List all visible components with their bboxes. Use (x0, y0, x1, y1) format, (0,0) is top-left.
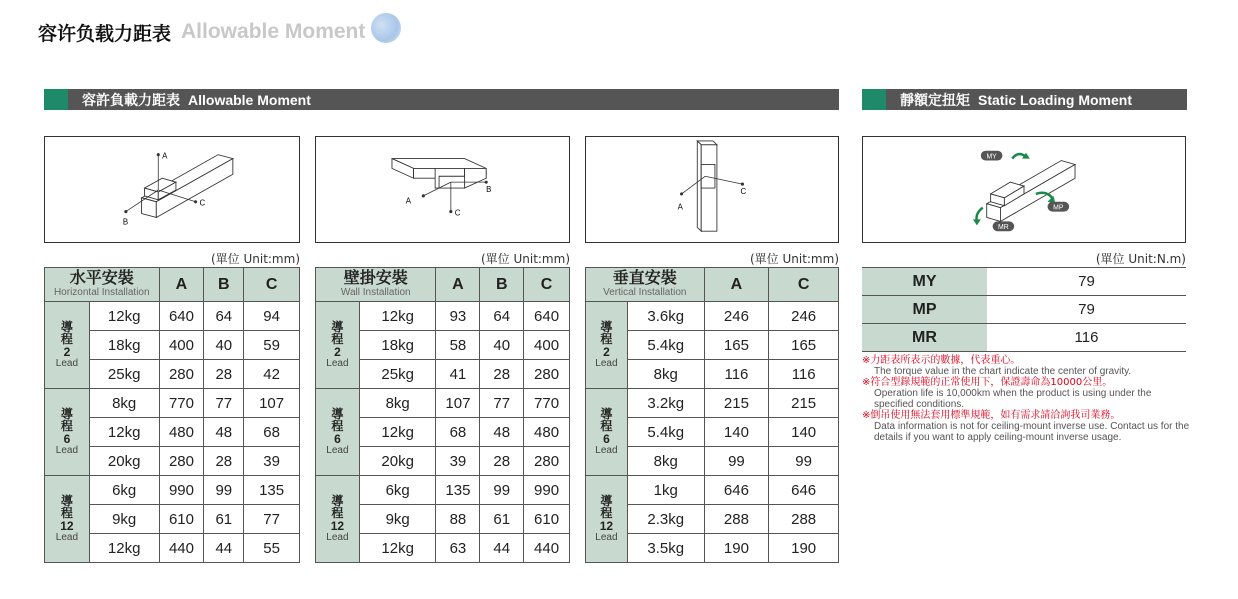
value-cell: 107 (436, 389, 480, 418)
lead-char: 程 (60, 332, 73, 347)
value-cell: 140 (704, 418, 769, 447)
moment-value: 79 (987, 268, 1186, 296)
load-cell: 3.6kg (627, 302, 704, 331)
notes (862, 355, 1192, 443)
value-cell: 48 (204, 418, 244, 447)
lead-number: 12 (599, 519, 614, 534)
table-header (45, 268, 300, 302)
load-cell: 2.3kg (627, 505, 704, 534)
value-cell: 61 (204, 505, 244, 534)
value-cell: 280 (159, 360, 204, 389)
value-cell: 215 (769, 389, 839, 418)
value-cell: 646 (769, 476, 839, 505)
static-moment-diagram (862, 136, 1186, 243)
value-cell: 280 (524, 447, 570, 476)
section-title-en: Allowable Moment (188, 91, 311, 108)
install-header (586, 268, 705, 302)
column-header-a: A (159, 268, 204, 302)
page-title-zh: 容许负载力距表 (38, 22, 172, 45)
load-cell: 12kg (89, 534, 159, 563)
value-cell: 58 (436, 331, 480, 360)
value-cell: 28 (480, 360, 524, 389)
vertical-installation-diagram (585, 136, 839, 243)
moment-row (862, 268, 1186, 296)
lead-char: 導 (331, 493, 344, 508)
lead-cell (45, 476, 90, 563)
load-cell: 18kg (89, 331, 159, 360)
load-cell: 12kg (359, 534, 436, 563)
moment-row (862, 296, 1186, 324)
column-header-b: B (204, 268, 244, 302)
lead-char: 導 (60, 319, 73, 334)
table-header (586, 268, 839, 302)
decorative-circle-icon (371, 13, 401, 43)
value-cell: 116 (769, 360, 839, 389)
value-cell: 280 (524, 360, 570, 389)
label-c: C (740, 186, 747, 196)
value-cell: 280 (159, 447, 204, 476)
lead-char: 導 (331, 406, 344, 421)
allowable-moment-header (44, 89, 839, 110)
value-cell: 640 (159, 302, 204, 331)
load-cell: 6kg (89, 476, 159, 505)
value-cell: 140 (769, 418, 839, 447)
lead-char: 程 (600, 506, 613, 521)
value-cell: 48 (480, 418, 524, 447)
value-cell: 99 (204, 476, 244, 505)
lead-en: Lead (55, 444, 79, 456)
load-cell: 8kg (89, 389, 159, 418)
table-row (586, 302, 839, 331)
lead-char: 程 (600, 332, 613, 347)
value-cell: 646 (704, 476, 769, 505)
value-cell: 135 (244, 476, 300, 505)
load-cell: 8kg (627, 447, 704, 476)
load-cell: 12kg (89, 418, 159, 447)
lead-en: Lead (55, 357, 79, 369)
value-cell: 288 (704, 505, 769, 534)
load-cell: 5.4kg (627, 418, 704, 447)
value-cell: 68 (244, 418, 300, 447)
value-cell: 68 (436, 418, 480, 447)
lead-number: 12 (60, 519, 74, 534)
value-cell: 61 (480, 505, 524, 534)
value-cell: 135 (436, 476, 480, 505)
value-cell: 63 (436, 534, 480, 563)
install-label-zh: 壁掛安裝 (343, 270, 408, 287)
unit-label: (單位 Unit:mm) (749, 252, 839, 266)
value-cell: 93 (436, 302, 480, 331)
page-title-en: Allowable Moment (181, 20, 366, 43)
load-cell: 3.5kg (627, 534, 704, 563)
install-label-en: Wall Installation (340, 287, 411, 298)
vertical-actuator-illustration (586, 137, 838, 242)
value-cell: 990 (524, 476, 570, 505)
load-cell: 8kg (627, 360, 704, 389)
load-cell: 20kg (89, 447, 159, 476)
wall-moment-table (315, 267, 570, 563)
value-cell: 165 (704, 331, 769, 360)
load-cell: 12kg (89, 302, 159, 331)
value-cell: 99 (480, 476, 524, 505)
header-row (586, 268, 839, 302)
table-row (45, 476, 300, 505)
lead-en: Lead (326, 444, 349, 456)
section-title-zh: 靜額定扭矩 (900, 92, 970, 109)
label-c: C (199, 198, 206, 208)
lead-cell (586, 389, 628, 476)
value-cell: 64 (480, 302, 524, 331)
load-cell: 25kg (359, 360, 436, 389)
lead-number: 2 (334, 345, 341, 360)
lead-char: 程 (600, 419, 613, 434)
horizontal-actuator-illustration (45, 137, 299, 242)
label-a: A (677, 202, 683, 212)
lead-number: 2 (603, 345, 610, 360)
value-cell: 400 (524, 331, 570, 360)
label-mr: MR (998, 224, 1009, 232)
lead-cell (316, 389, 360, 476)
load-cell: 8kg (359, 389, 436, 418)
value-cell: 44 (480, 534, 524, 563)
lead-char: 導 (600, 319, 613, 334)
lead-cell (45, 389, 90, 476)
value-cell: 116 (704, 360, 769, 389)
value-cell: 88 (436, 505, 480, 534)
lead-number: 6 (603, 432, 610, 447)
section-title-zh: 容許負載力距表 (82, 92, 180, 109)
lead-cell (586, 302, 628, 389)
page-title (38, 18, 401, 46)
value-cell: 440 (159, 534, 204, 563)
load-cell: 18kg (359, 331, 436, 360)
value-cell: 40 (480, 331, 524, 360)
value-cell: 246 (769, 302, 839, 331)
moment-row (862, 324, 1186, 352)
moment-value: 79 (987, 296, 1186, 324)
label-my: MY (986, 153, 997, 161)
lead-en: Lead (326, 357, 349, 369)
load-cell: 1kg (627, 476, 704, 505)
unit-label: (單位 Unit:mm) (210, 252, 300, 266)
lead-cell (586, 476, 628, 563)
value-cell: 610 (159, 505, 204, 534)
note-gray: Operation life is 10,000km when the product is using under the specified conditions. (874, 388, 1152, 410)
lead-en: Lead (595, 444, 618, 456)
wall-installation-diagram (315, 136, 570, 243)
value-cell: 190 (769, 534, 839, 563)
load-cell: 9kg (359, 505, 436, 534)
section-accent (44, 89, 68, 110)
lead-char: 程 (331, 332, 344, 347)
value-cell: 288 (769, 505, 839, 534)
lead-char: 導 (600, 493, 613, 508)
install-label-en: Horizontal Installation (53, 287, 150, 298)
moment-value: 116 (987, 324, 1186, 352)
label-c: C (454, 208, 461, 218)
value-cell: 640 (524, 302, 570, 331)
table-row (316, 389, 570, 418)
lead-en: Lead (326, 531, 349, 543)
lead-number: 12 (330, 519, 345, 534)
lead-number: 6 (63, 432, 71, 447)
horizontal-moment-table (44, 267, 300, 563)
lead-char: 導 (60, 493, 73, 508)
value-cell: 64 (204, 302, 244, 331)
column-header-a: A (704, 268, 769, 302)
table-row (586, 389, 839, 418)
value-cell: 990 (159, 476, 204, 505)
lead-cell (316, 302, 360, 389)
table-row (586, 476, 839, 505)
load-cell: 12kg (359, 418, 436, 447)
section-accent (862, 89, 886, 110)
lead-char: 程 (60, 419, 73, 434)
lead-en: Lead (55, 531, 79, 543)
lead-char: 導 (60, 406, 73, 421)
value-cell: 39 (244, 447, 300, 476)
moment-key: MY (862, 268, 987, 296)
label-a: A (405, 196, 411, 206)
table-row (316, 302, 570, 331)
install-header (316, 268, 436, 302)
value-cell: 215 (704, 389, 769, 418)
install-label-en: Vertical Installation (603, 287, 687, 298)
table-body (586, 302, 839, 563)
vertical-moment-table (585, 267, 839, 563)
value-cell: 94 (244, 302, 300, 331)
note-red: ※倒吊使用無法套用標準規範，如有需求請洽詢我司業務。 (862, 410, 1121, 421)
value-cell: 610 (524, 505, 570, 534)
table-row (316, 476, 570, 505)
value-cell: 480 (159, 418, 204, 447)
table-row (45, 302, 300, 331)
table-body (45, 302, 300, 563)
value-cell: 480 (524, 418, 570, 447)
lead-char: 程 (60, 506, 73, 521)
value-cell: 770 (524, 389, 570, 418)
load-cell: 20kg (359, 447, 436, 476)
load-cell: 25kg (89, 360, 159, 389)
value-cell: 39 (436, 447, 480, 476)
lead-en: Lead (595, 531, 618, 543)
note-red: ※力距表所表示的數據，代表重心。 (862, 355, 1021, 366)
value-cell: 190 (704, 534, 769, 563)
value-cell: 99 (704, 447, 769, 476)
load-cell: 3.2kg (627, 389, 704, 418)
unit-label: (單位 Unit:mm) (480, 252, 570, 266)
lead-char: 程 (331, 506, 344, 521)
value-cell: 770 (159, 389, 204, 418)
value-cell: 246 (704, 302, 769, 331)
lead-number: 6 (334, 432, 341, 447)
install-label-zh: 垂直安裝 (612, 270, 677, 287)
note-gray: The torque value in the chart indicate the center of gravity. (874, 366, 1132, 377)
moment-key: MP (862, 296, 987, 324)
static-loading-header (862, 89, 1187, 110)
lead-char: 導 (331, 319, 344, 334)
value-cell: 99 (769, 447, 839, 476)
table-row (45, 389, 300, 418)
label-a: A (162, 151, 168, 161)
value-cell: 55 (244, 534, 300, 563)
value-cell: 440 (524, 534, 570, 563)
load-cell: 9kg (89, 505, 159, 534)
column-header-b: B (480, 268, 524, 302)
value-cell: 400 (159, 331, 204, 360)
value-cell: 28 (204, 360, 244, 389)
value-cell: 77 (480, 389, 524, 418)
label-b: B (486, 184, 492, 194)
value-cell: 77 (244, 505, 300, 534)
value-cell: 44 (204, 534, 244, 563)
moment-rotation-illustration (863, 137, 1185, 242)
label-b: B (122, 217, 129, 227)
value-cell: 77 (204, 389, 244, 418)
lead-cell (45, 302, 90, 389)
note-gray: Data information is not for ceiling-mount inverse use. Contact us for the details if you want to apply ceiling-mount inverse usage. (874, 421, 1190, 443)
horizontal-installation-diagram (44, 136, 300, 243)
value-cell: 28 (204, 447, 244, 476)
value-cell: 107 (244, 389, 300, 418)
lead-char: 導 (600, 406, 613, 421)
wall-actuator-illustration (316, 137, 569, 242)
table-body (316, 302, 570, 563)
unit-label: (單位 Unit:N.m) (1095, 252, 1186, 266)
install-label-zh: 水平安裝 (69, 270, 134, 287)
lead-en: Lead (595, 357, 618, 369)
value-cell: 42 (244, 360, 300, 389)
lead-char: 程 (331, 419, 344, 434)
load-cell: 12kg (359, 302, 436, 331)
note-red: ※符合型錄規範的正常使用下，保證壽命為10000公里。 (862, 377, 1113, 388)
section-title-en: Static Loading Moment (978, 91, 1132, 108)
lead-cell (316, 476, 360, 563)
static-moment-table (862, 267, 1186, 352)
value-cell: 59 (244, 331, 300, 360)
label-mp: MP (1053, 204, 1064, 212)
column-header-c: C (769, 268, 839, 302)
table-header (316, 268, 570, 302)
value-cell: 28 (480, 447, 524, 476)
column-header-a: A (436, 268, 480, 302)
moment-key: MR (862, 324, 987, 352)
column-header-c: C (524, 268, 570, 302)
lead-number: 2 (63, 345, 71, 360)
value-cell: 165 (769, 331, 839, 360)
header-row (316, 268, 570, 302)
install-header (45, 268, 160, 302)
column-header-c: C (244, 268, 300, 302)
load-cell: 5.4kg (627, 331, 704, 360)
value-cell: 41 (436, 360, 480, 389)
header-row (45, 268, 300, 302)
load-cell: 6kg (359, 476, 436, 505)
value-cell: 40 (204, 331, 244, 360)
